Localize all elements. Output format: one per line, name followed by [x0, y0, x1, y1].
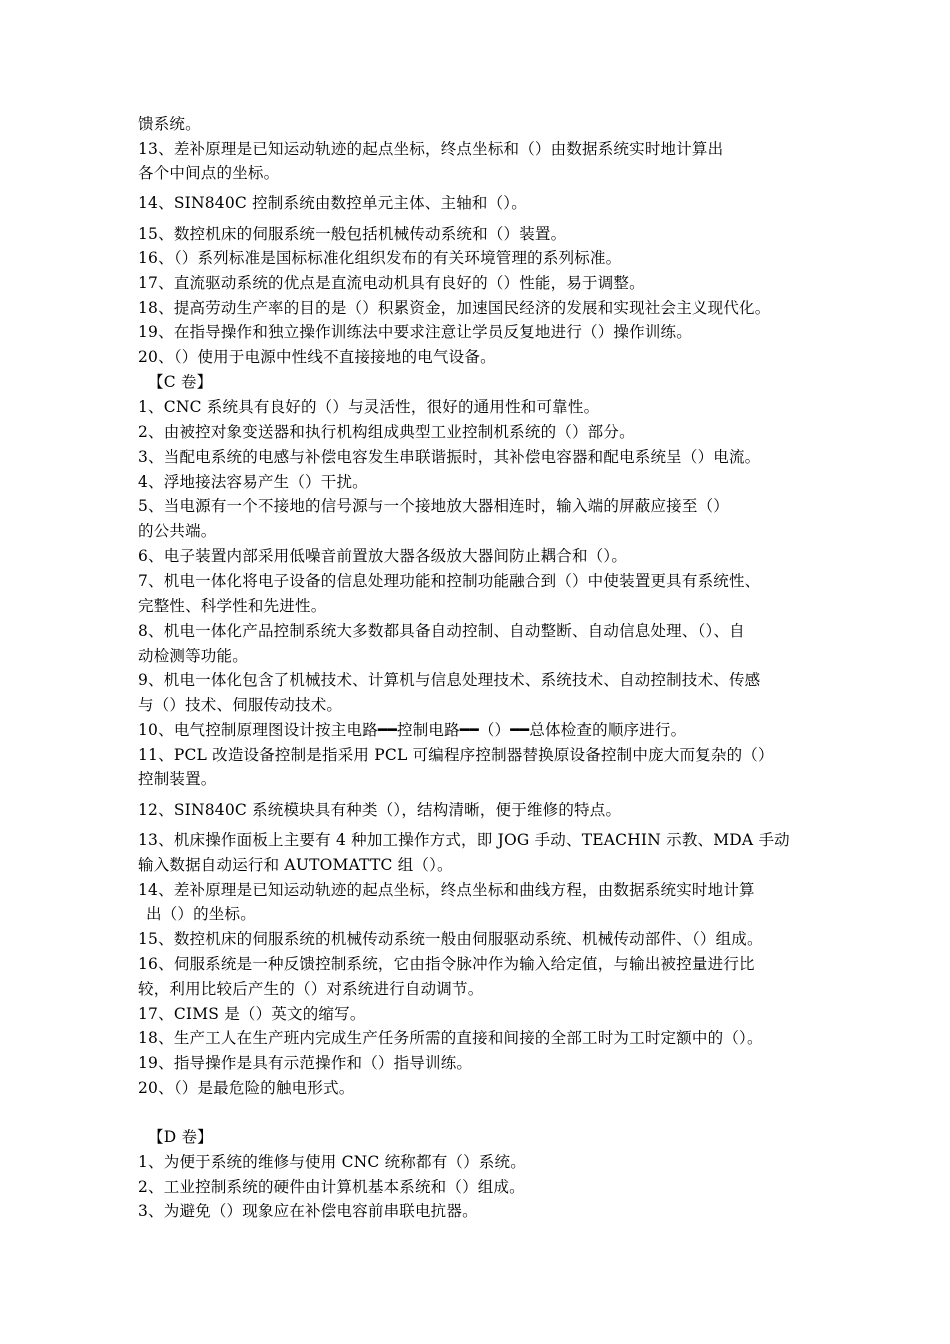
text-line: 16、伺服系统是一种反馈控制系统，它由指令脉冲作为输入给定值，与输出被控量进行比	[138, 955, 755, 973]
text-line: 14、SIN840C 控制系统由数控单元主体、主轴和（）。	[138, 194, 527, 212]
text-line: 2、由被控对象变送器和执行机构组成典型工业控制机系统的（）部分。	[138, 423, 635, 441]
text-line: 10、电气控制原理图设计按主电路━━控制电路━━（）━━总体检查的顺序进行。	[138, 721, 687, 739]
text-line: 17、直流驱动系统的优点是直流电动机具有良好的（）性能，易于调整。	[138, 274, 645, 292]
text-line: 9、机电一体化包含了机械技术、计算机与信息处理技术、系统技术、自动控制技术、传感	[138, 671, 761, 689]
text-line: 7、机电一体化将电子设备的信息处理功能和控制功能融合到（）中使装置更具有系统性、	[138, 572, 761, 590]
section-heading-c: 【C 卷】	[148, 373, 213, 391]
text-line: 19、指导操作是具有示范操作和（）指导训练。	[138, 1054, 473, 1072]
text-line: 11、PCL 改造设备控制是指采用 PCL 可编程序控制器替换原设备控制中庞大而复杂的（）	[138, 746, 774, 764]
text-line: 14、差补原理是已知运动轨迹的起点坐标，终点坐标和曲线方程，由数据系统实时地计算	[138, 881, 755, 899]
text-line: 19、在指导操作和独立操作训练法中要求注意让学员反复地进行（）操作训练。	[138, 323, 692, 341]
text-line: 控制装置。	[138, 770, 217, 788]
text-line: 输入数据自动运行和 AUTOMATTC 组（）。	[138, 856, 453, 874]
text-line: 与（）技术、伺服传动技术。	[138, 696, 343, 714]
text-line: 1、CNC 系统具有良好的（）与灵活性，很好的通用性和可靠性。	[138, 398, 600, 416]
text-line: 18、生产工人在生产班内完成生产任务所需的直接和间接的全部工时为工时定额中的（）。	[138, 1029, 763, 1047]
text-line: 馈系统。	[138, 115, 201, 133]
text-line: 3、当配电系统的电感与补偿电容发生串联谐振时，其补偿电容器和配电系统呈（）电流。	[138, 448, 761, 466]
text-line: 出（）的坐标。	[146, 905, 256, 923]
text-line: 较，利用比较后产生的（）对系统进行自动调节。	[138, 980, 484, 998]
text-line: 的公共端。	[138, 522, 217, 540]
section-heading-d: 【D 卷】	[148, 1128, 213, 1146]
text-line: 8、机电一体化产品控制系统大多数都具备自动控制、自动整断、自动信息处理、（）、自	[138, 622, 745, 640]
text-line: 动检测等功能。	[138, 647, 248, 665]
text-line: 3、为避免（）现象应在补偿电容前串联电抗器。	[138, 1202, 478, 1220]
text-line: 6、电子装置内部采用低噪音前置放大器各级放大器间防止耦合和（）。	[138, 547, 628, 565]
text-line: 17、CIMS 是（）英文的缩写。	[138, 1005, 366, 1023]
text-line: 2、工业控制系统的硬件由计算机基本系统和（）组成。	[138, 1178, 525, 1196]
text-line: 16、（）系列标准是国标标准化组织发布的有关环境管理的系列标准。	[138, 249, 622, 267]
text-line: 20、（）使用于电源中性线不直接接地的电气设备。	[138, 348, 496, 366]
text-line: 15、数控机床的伺服系统的机械传动系统一般由伺服驱动系统、机械传动部件、（）组成。	[138, 930, 763, 948]
text-line: 完整性、科学性和先进性。	[138, 597, 327, 615]
text-line: 各个中间点的坐标。	[138, 164, 280, 182]
text-line: 1、为便于系统的维修与使用 CNC 统称都有（）系统。	[138, 1153, 526, 1171]
text-line: 13、机床操作面板上主要有 4 种加工操作方式，即 JOG 手动、TEACHIN 示教、MDA 手动	[138, 831, 790, 849]
text-line: 18、提高劳动生产率的目的是（）积累资金，加速国民经济的发展和实现社会主义现代化。	[138, 299, 771, 317]
text-line: 13、差补原理是已知运动轨迹的起点坐标，终点坐标和（）由数据系统实时地计算出	[138, 140, 724, 158]
text-line: 4、浮地接法容易产生（）干扰。	[138, 473, 368, 491]
text-line: 20、（）是最危险的触电形式。	[138, 1079, 355, 1097]
text-line: 15、数控机床的伺服系统一般包括机械传动系统和（）装置。	[138, 225, 567, 243]
text-line: 12、SIN840C 系统模块具有种类（），结构清晰，便于维修的特点。	[138, 801, 622, 819]
text-line: 5、当电源有一个不接地的信号源与一个接地放大器相连时，输入端的屏蔽应接至（）	[138, 497, 729, 515]
